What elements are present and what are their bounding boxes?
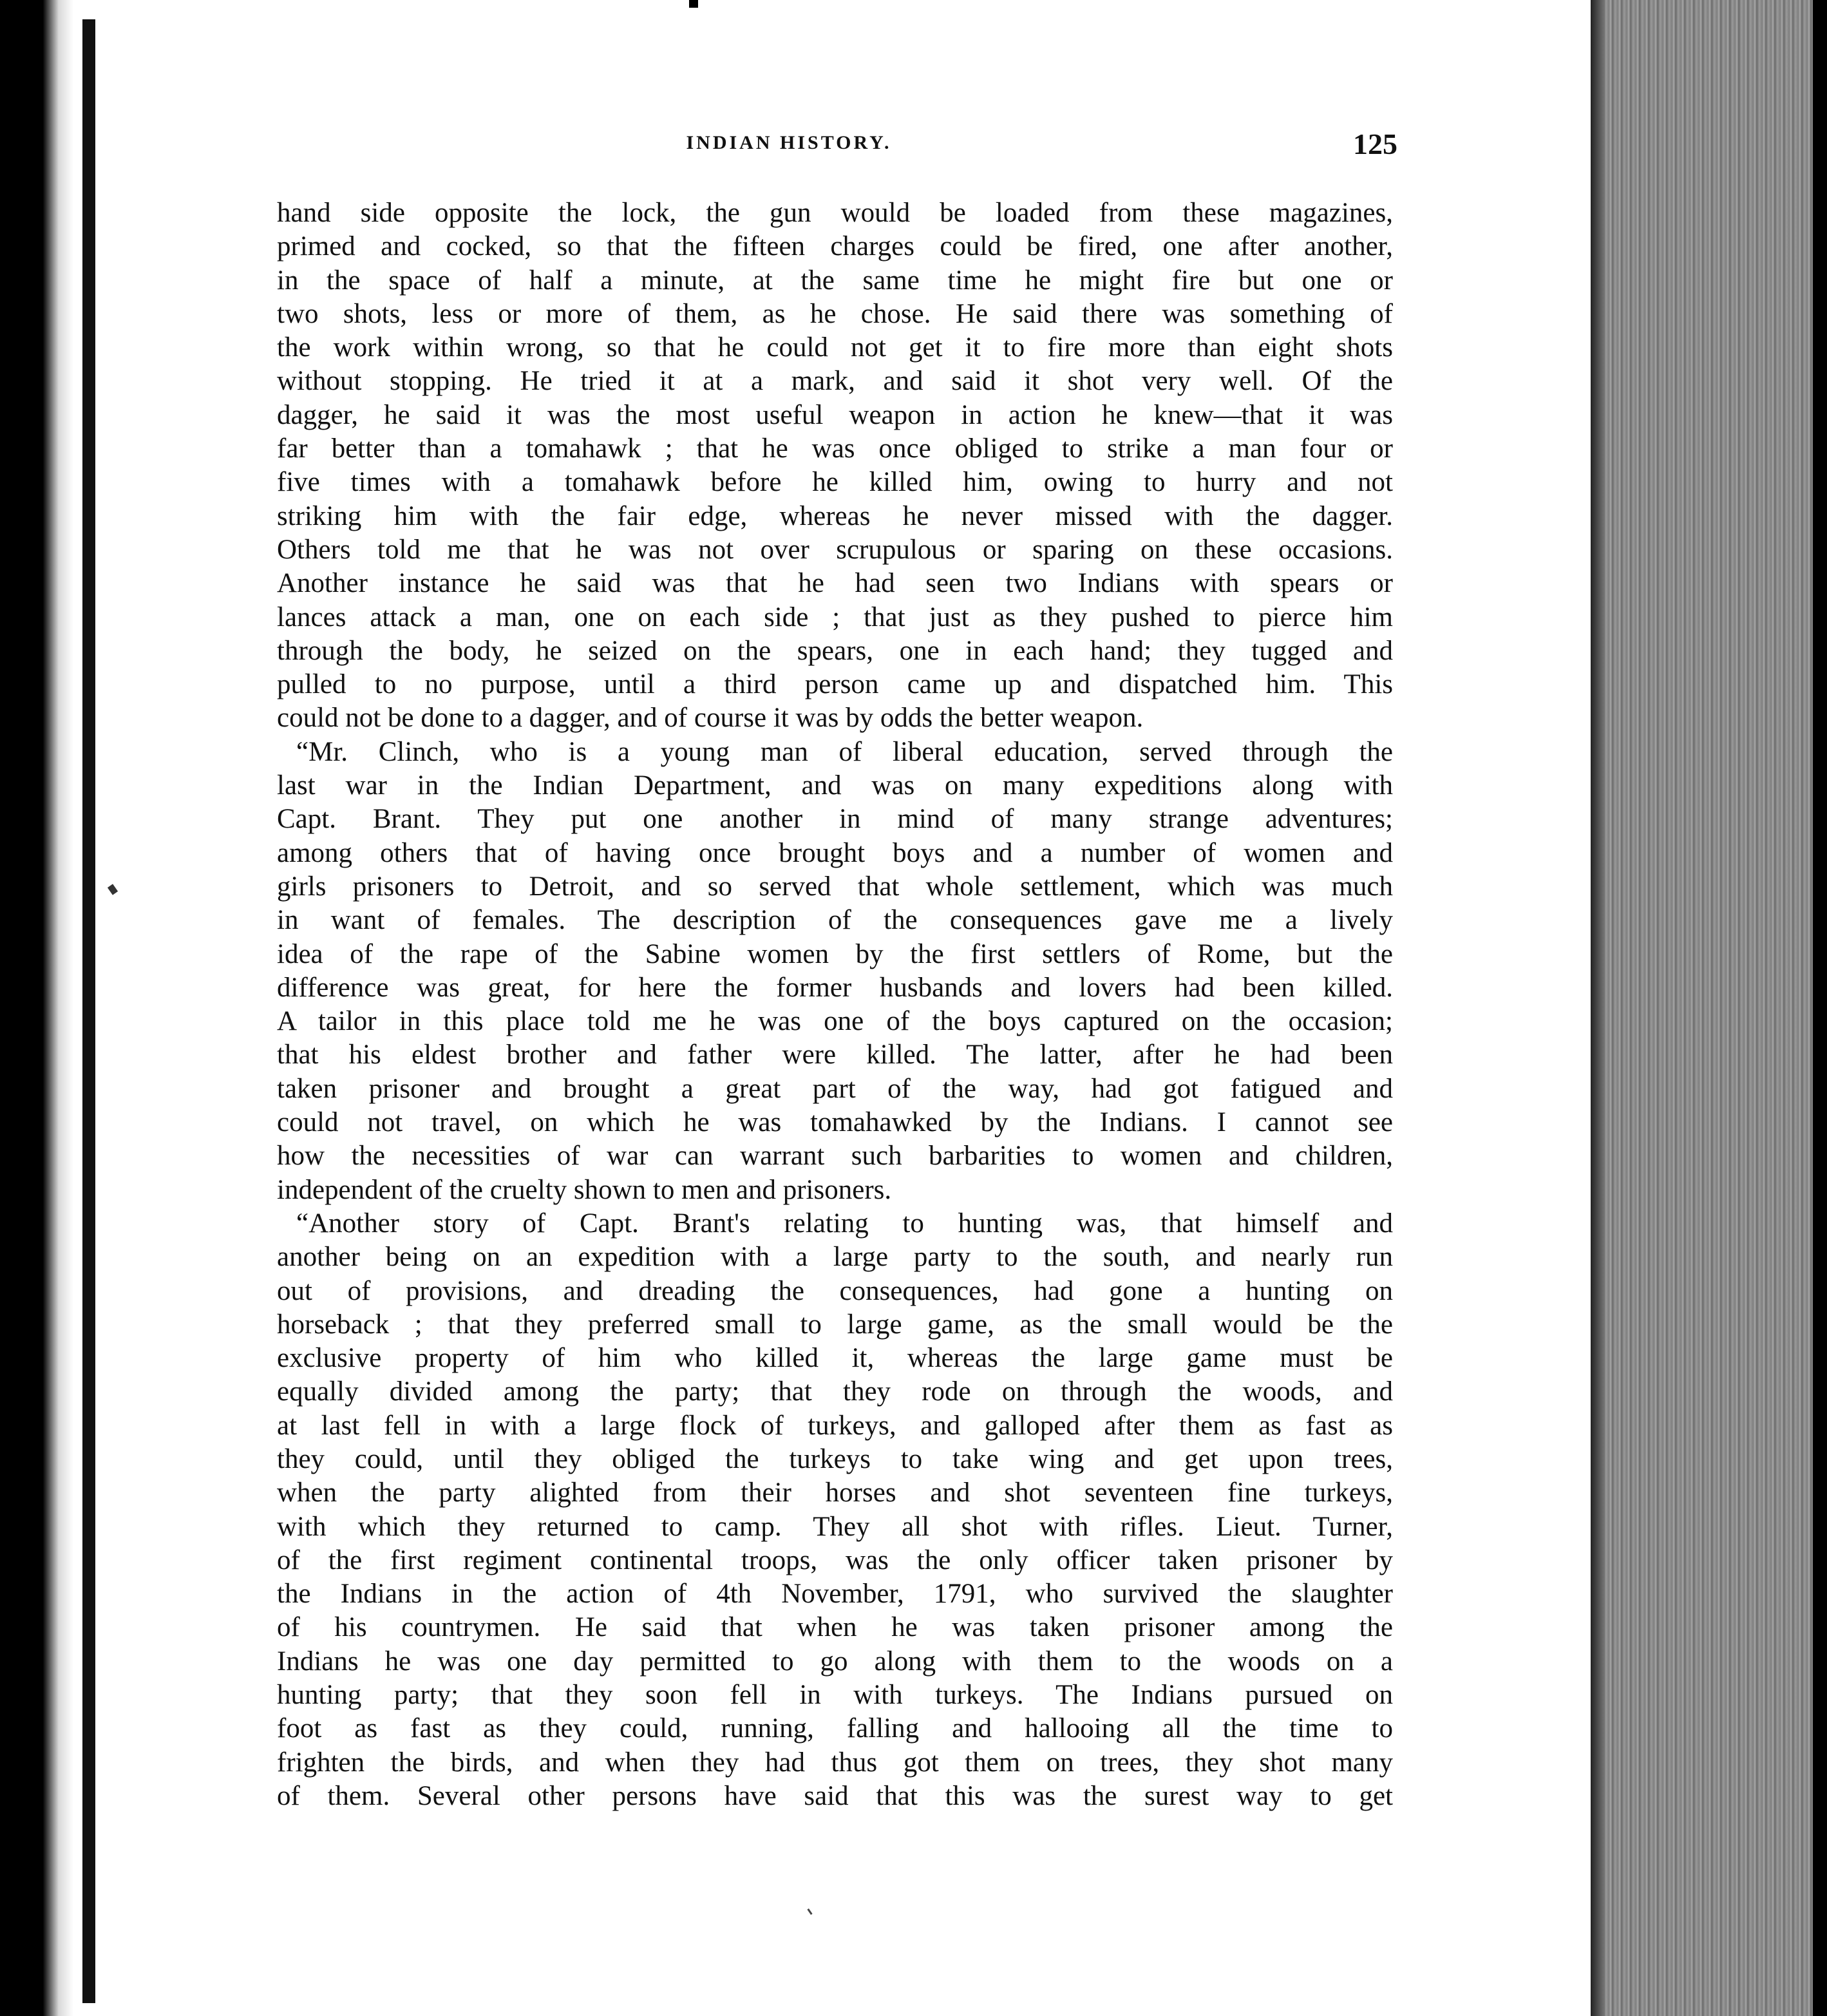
text-line: hand side opposite the lock, the gun would be loaded from these magazines, xyxy=(277,198,1393,228)
text-line: “Mr. Clinch, who is a young man of liberal education, served through the xyxy=(296,736,1393,767)
top-mark xyxy=(689,0,698,8)
page-number: 125 xyxy=(1353,128,1397,160)
text-line: could not be done to a dagger, and of course it was by odds the better weapon. xyxy=(277,703,1144,734)
text-line: with which they returned to camp. They all shot with rifles. Lieut. Turner, xyxy=(277,1511,1393,1542)
text-line: equally divided among the party; that they rode on through the woods, and xyxy=(277,1376,1393,1407)
text-line: of the first regiment continental troops, was the only officer taken prisoner by xyxy=(277,1545,1393,1575)
text-line: through the body, he seized on the spears, one in each hand; they tugged and xyxy=(277,635,1393,666)
text-line: last war in the Indian Department, and was on many expeditions along with xyxy=(277,770,1393,801)
text-line: independent of the cruelty shown to men and prisoners. xyxy=(277,1174,892,1205)
text-line: girls prisoners to Detroit, and so served that whole settlement, which was much xyxy=(277,871,1393,902)
body-text xyxy=(277,196,1393,1813)
text-line: that his eldest brother and father were killed. The latter, after he had been xyxy=(277,1040,1393,1070)
text-line: primed and cocked, so that the fifteen charges could be fired, one after another, xyxy=(277,231,1393,262)
text-line: striking him with the fair edge, whereas he never missed with the dagger. xyxy=(277,500,1393,531)
text-line: frighten the birds, and when they had thus got them on trees, they shot many xyxy=(277,1747,1393,1778)
text-line: out of provisions, and dreading the consequences, had gone a hunting on xyxy=(277,1275,1393,1306)
text-line: far better than a tomahawk ; that he was once obliged to strike a man four or xyxy=(277,433,1393,464)
text-line: among others that of having once brought boys and a number of women and xyxy=(277,837,1393,868)
text-line: horseback ; that they preferred small to large game, as the small would be the xyxy=(277,1309,1393,1340)
book-fore-edge xyxy=(1591,0,1827,2016)
text-line: foot as fast as they could, running, falling and hallooing all the time to xyxy=(277,1713,1393,1744)
text-line: five times with a tomahawk before he killed him, owing to hurry and not xyxy=(277,467,1393,498)
text-line: Others told me that he was not over scrupulous or sparing on these occasions. xyxy=(277,534,1393,565)
text-line: “Another story of Capt. Brant's relating to hunting was, that himself and xyxy=(296,1208,1393,1239)
running-head: INDIAN HISTORY. xyxy=(686,132,892,153)
text-line: without stopping. He tried it at a mark, and said it shot very well. Of the xyxy=(277,366,1393,397)
text-line: idea of the rape of the Sabine women by the first settlers of Rome, but the xyxy=(277,938,1393,969)
text-line: they could, until they obliged the turkeys to take wing and get upon trees, xyxy=(277,1443,1393,1474)
text-line: exclusive property of him who killed it, whereas the large game must be xyxy=(277,1343,1393,1374)
text-line: lances attack a man, one on each side ; that just as they pushed to pierce him xyxy=(277,602,1393,632)
text-line: of his countrymen. He said that when he was taken prisoner among the xyxy=(277,1612,1393,1643)
text-line: could not travel, on which he was tomahawked by the Indians. I cannot see xyxy=(277,1107,1393,1138)
text-line: two shots, less or more of them, as he chose. He said there was something of xyxy=(277,298,1393,329)
page-header xyxy=(180,128,1397,171)
text-line: difference was great, for here the former husbands and lovers had been killed. xyxy=(277,972,1393,1003)
text-line: Capt. Brant. They put one another in mind of many strange adventures; xyxy=(277,804,1393,835)
text-line: hunting party; that they soon fell in with turkeys. The Indians pursued on xyxy=(277,1680,1393,1711)
text-line: when the party alighted from their horses and shot seventeen fine turkeys, xyxy=(277,1478,1393,1508)
text-line: dagger, he said it was the most useful weapon in action he knew—that it was xyxy=(277,399,1393,430)
text-line: Indians he was one day permitted to go along with them to the woods on a xyxy=(277,1646,1393,1677)
text-line: pulled to no purpose, until a third person came up and dispatched him. This xyxy=(277,669,1393,700)
text-line: Another instance he said was that he had seen two Indians with spears or xyxy=(277,568,1393,599)
text-line: in the space of half a minute, at the same time he might fire but one or xyxy=(277,265,1393,296)
text-line: how the necessities of war can warrant such barbarities to women and children, xyxy=(277,1141,1393,1172)
text-line: taken prisoner and brought a great part of the way, had got fatigued and xyxy=(277,1073,1393,1104)
text-line: of them. Several other persons have said that this was the surest way to get xyxy=(277,1780,1393,1811)
text-line: at last fell in with a large flock of turkeys, and galloped after them as fast as xyxy=(277,1410,1393,1441)
scan-left-bar xyxy=(82,19,95,2003)
text-line: in want of females. The description of the consequences gave me a lively xyxy=(277,905,1393,936)
scan-right-border xyxy=(1813,0,1827,2016)
fore-edge-shadow xyxy=(1591,0,1605,2016)
text-line: another being on an expedition with a large party to the south, and nearly run xyxy=(277,1242,1393,1273)
text-line: A tailor in this place told me he was one of the boys captured on the occasion; xyxy=(277,1006,1393,1037)
text-line: the work within wrong, so that he could not get it to fire more than eight shots xyxy=(277,332,1393,363)
text-line: the Indians in the action of 4th November, 1791, who survived the slaughter xyxy=(277,1579,1393,1610)
